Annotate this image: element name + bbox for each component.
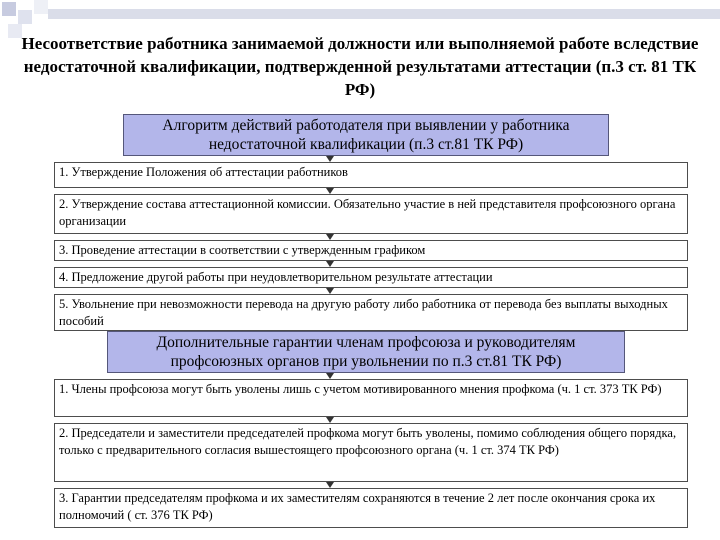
algorithm-header: Алгоритм действий работодателя при выявлении у работника недостаточной квалификации (п.3 ст.81 ТК РФ) — [123, 114, 609, 156]
guarantees-header: Дополнительные гарантии членам профсоюза и руководителям профсоюзных органов при увольнении по п.3 ст.81 ТК РФ) — [107, 331, 625, 373]
step-3: 3. Проведение аттестации в соответствии с утвержденным графиком — [54, 240, 688, 261]
step-1: 1. Утверждение Положения об аттестации работников — [54, 162, 688, 188]
decor-square — [34, 0, 48, 14]
guarantee-2: 2. Председатели и заместители председателей профкома могут быть уволены, помимо соблюдения общего порядка, только с предварительного согласия вышестоящего профсоюзного органа (ч. 1 ст. 374 ТК РФ) — [54, 423, 688, 482]
guarantee-3: 3. Гарантии председателям профкома и их заместителям сохраняются в течение 2 лет после окончания срока их полномочий ( ст. 376 ТК РФ) — [54, 488, 688, 528]
decor-bar — [48, 9, 720, 19]
decor-square — [18, 10, 32, 24]
guarantee-1: 1. Члены профсоюза могут быть уволены лишь с учетом мотивированного мнения профкома (ч. 1 ст. 373 ТК РФ) — [54, 379, 688, 417]
step-5: 5. Увольнение при невозможности перевода на другую работу либо работника от перевода без выплаты выходных пособий — [54, 294, 688, 331]
slide-title: Несоответствие работника занимаемой должности или выполняемой работе вследствие недостаточной квалификации, подтвержденной результатами аттестации (п.3 ст. 81 ТК РФ) — [21, 34, 699, 99]
decor-square — [2, 2, 16, 16]
step-4: 4. Предложение другой работы при неудовлетворительном результате аттестации — [54, 267, 688, 288]
step-2: 2. Утверждение состава аттестационной комиссии. Обязательно участие в ней представителя профсоюзного органа организации — [54, 194, 688, 234]
